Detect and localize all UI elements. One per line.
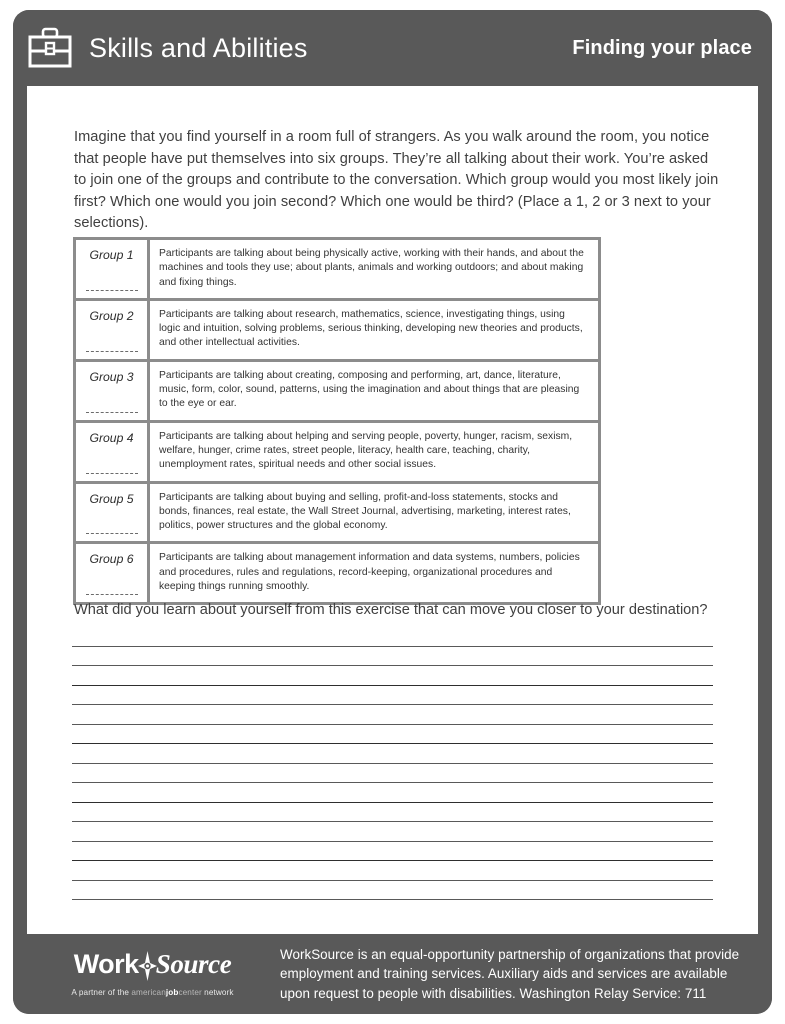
table-row [76, 423, 598, 484]
answer-line[interactable] [72, 686, 713, 706]
table-row [76, 240, 598, 301]
page-footer [13, 934, 772, 1014]
answer-line[interactable] [72, 725, 713, 745]
group-label: Group 6 [89, 552, 134, 567]
answer-line[interactable] [72, 764, 713, 784]
tagline-job: job [165, 988, 179, 997]
page-header [13, 10, 772, 86]
logo-tagline [71, 988, 233, 997]
answer-line[interactable] [72, 861, 713, 881]
group-description: Participants are talking about creating, composing and performing, art, dance, literature, music, form, color, sound, patterns, using the imagination and about things that are pleasing to the eye or ear. [159, 369, 580, 410]
tagline-american: american [131, 988, 166, 997]
table-row [76, 484, 598, 545]
table-row [76, 544, 598, 602]
answer-line[interactable] [72, 842, 713, 862]
worksource-logo [13, 951, 258, 997]
group-label-cell [76, 484, 150, 542]
tagline-prefix: A partner of the [71, 988, 132, 997]
group-label-cell [76, 544, 150, 602]
answer-line[interactable] [72, 822, 713, 842]
answer-line[interactable] [72, 783, 713, 803]
compass-star-icon [138, 951, 157, 981]
answer-line[interactable] [72, 881, 713, 901]
worksource-wordmark [74, 951, 232, 981]
group-rank-input[interactable] [86, 412, 138, 413]
group-rank-input[interactable] [86, 533, 138, 534]
intro-paragraph: Imagine that you find yourself in a room full of strangers. As you walk around the room, you notice that people have put themselves into six groups. They’re all talking about their work. You’re asked to join one of the groups and contribute to the conversation. Which group would you most likely join first? Which one would you join second? Which one would be third? (Place a 1, 2 or 3 next to your selections). [74, 129, 719, 231]
group-description: Participants are talking about helping and serving people, poverty, hunger, racism, sexism, welfare, hunger, crime rates, street people, literacy, health care, teaching, charity, unemployment rates, spiritual needs and other social issues. [159, 430, 573, 471]
reflection-question: What did you learn about yourself from this exercise that can move you closer to your destination? [74, 602, 708, 618]
group-label: Group 5 [89, 491, 134, 506]
group-rank-input[interactable] [86, 594, 138, 595]
table-row [76, 301, 598, 362]
group-label-cell [76, 423, 150, 481]
group-description: Participants are talking about management information and data systems, numbers, policies and procedures, rules and regulations, record-keeping, organizational procedures and keeping things running smoothly. [159, 552, 580, 593]
section-label: Finding your place [572, 36, 752, 59]
worksheet-body [27, 86, 758, 934]
answer-line[interactable] [72, 666, 713, 686]
group-label: Group 1 [89, 248, 134, 262]
answer-line[interactable] [72, 744, 713, 764]
answer-line[interactable] [72, 647, 713, 667]
table-row [76, 362, 598, 423]
group-label: Group 2 [89, 308, 134, 323]
reflection-answer-lines[interactable] [72, 627, 713, 900]
group-rank-input[interactable] [86, 351, 138, 352]
group-description: Participants are talking about being physically active, working with their hands, and about the machines and tools they use; about plants, animals and working outdoors; and about making and fixing things. [159, 248, 584, 288]
answer-line[interactable] [72, 627, 713, 647]
group-description: Participants are talking about buying and selling, profit-and-loss statements, stocks and bonds, finances, real estate, the Wall Street Journal, advertising, marketing, interest rates, politics, power structures and the global economy. [159, 491, 571, 532]
groups-table [73, 237, 601, 605]
page-title: Skills and Abilities [89, 32, 308, 63]
group-label-cell [76, 362, 150, 420]
tagline-suffix: network [201, 988, 234, 997]
briefcase-icon [27, 26, 73, 70]
group-rank-input[interactable] [86, 473, 138, 474]
answer-line[interactable] [72, 705, 713, 725]
group-description: Participants are talking about research, mathematics, science, investigating things, using logic and intuition, solving problems, serious thinking, developing new theories and products, and other intellectual activities. [159, 308, 583, 349]
group-label: Group 4 [89, 430, 134, 445]
group-label-cell [76, 301, 150, 359]
footer-disclaimer: WorkSource is an equal-opportunity partnership of organizations that provide employment and training services. Auxiliary aids and services are available upon request to people with disabilities. Washington Relay Service: 711 [280, 946, 740, 1001]
logo-source-text: Source [155, 949, 232, 979]
group-rank-input[interactable] [86, 290, 138, 291]
group-label-cell [76, 240, 150, 298]
tagline-center: center [178, 988, 202, 997]
group-label: Group 3 [89, 369, 134, 384]
answer-line[interactable] [72, 803, 713, 823]
worksheet-card [13, 10, 772, 1014]
logo-work-text: Work [73, 949, 139, 979]
